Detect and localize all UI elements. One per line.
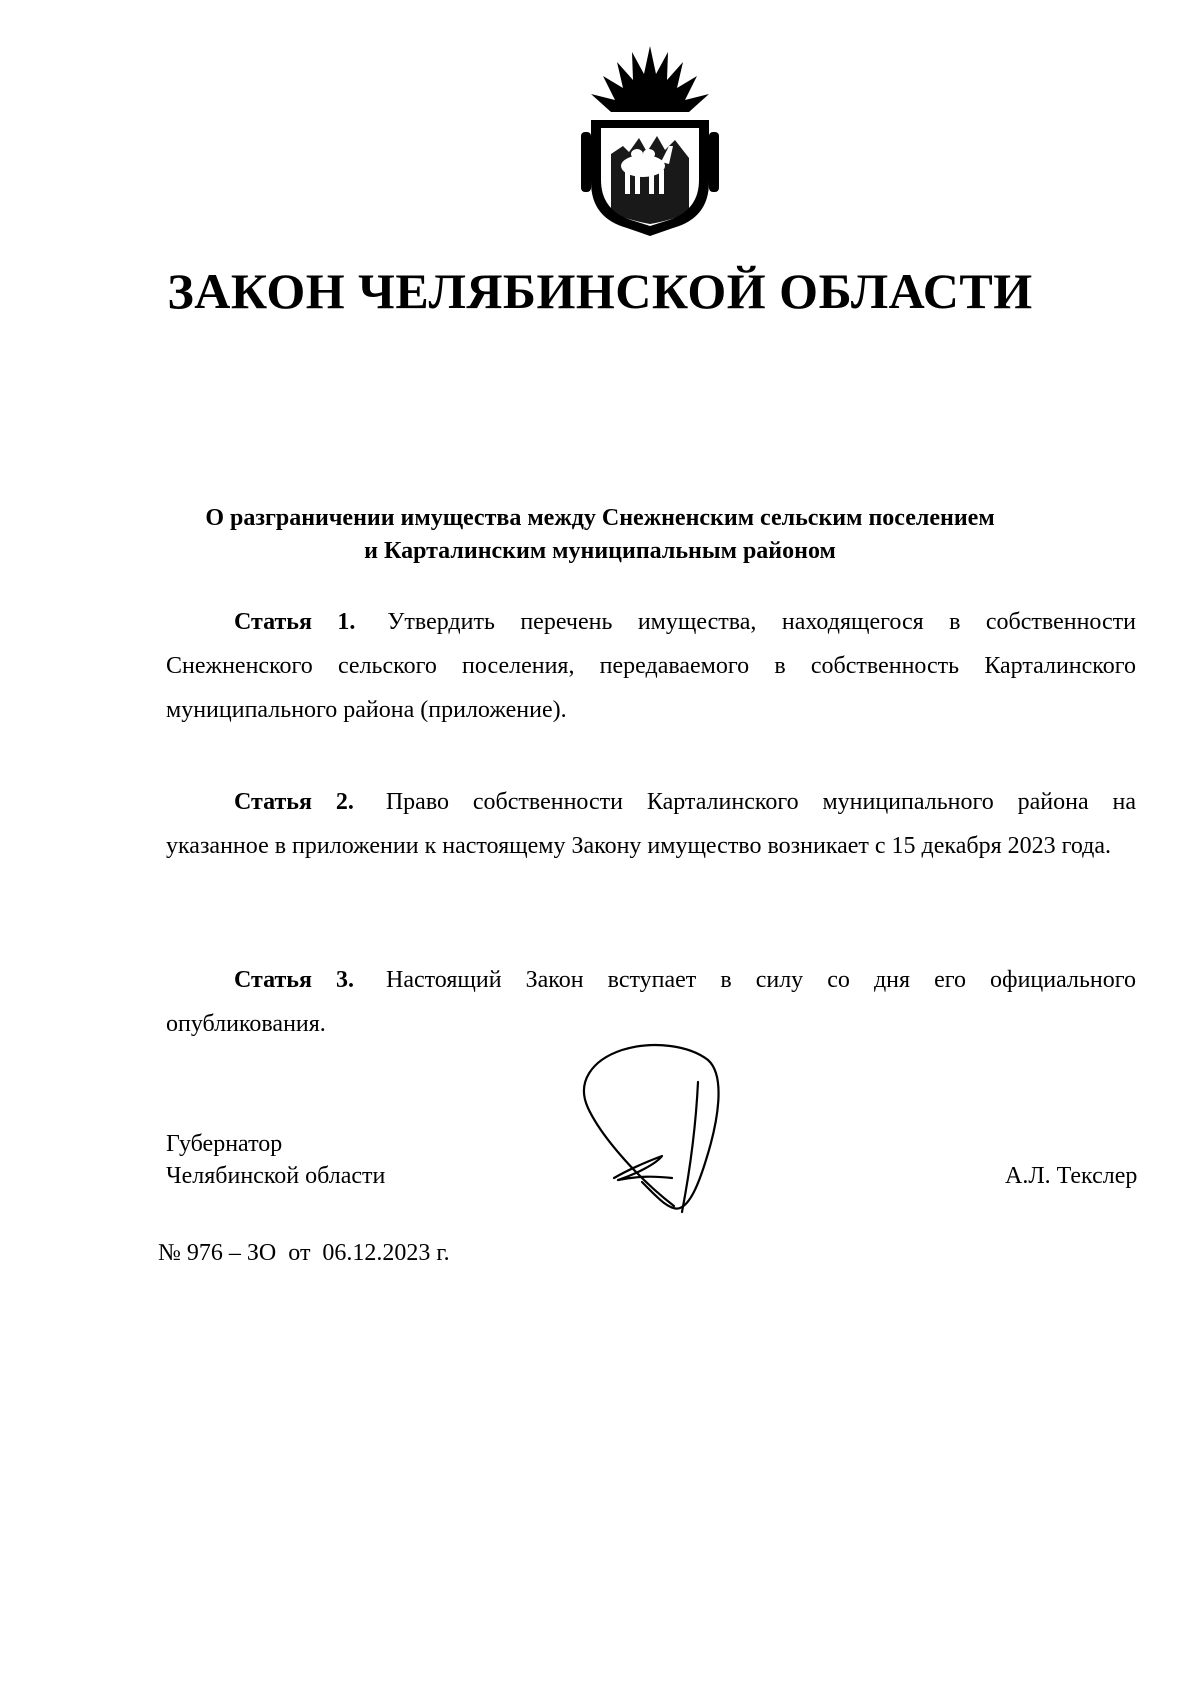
coat-of-arms-emblem	[577, 42, 723, 240]
article-3-text: Настоящий Закон вступает в силу со дня его официального опубликования.	[166, 967, 1136, 1037]
signer-name: А.Л. Текслер	[1005, 1163, 1138, 1189]
article-2-text: Право собственности Карталинского муниципального района на указанное в приложении к настоящему Закону имущество возникает с 15 декабря 2023 года.	[166, 789, 1136, 859]
law-number-date: № 976 – ЗО от 06.12.2023 г.	[158, 1240, 450, 1266]
law-subject-line-2: и Карталинским муниципальным районом	[364, 538, 836, 564]
law-subject-line-1: О разграничении имущества между Снежненским сельским поселением	[205, 505, 995, 531]
article-1-text: Утвердить перечень имущества, находящегося в собственности Снежненского сельского поселения, передаваемого в собственность Карталинского муниципального района (приложение).	[166, 609, 1136, 723]
handwritten-signature	[562, 1042, 762, 1237]
article-2-label: Статья 2.	[234, 789, 354, 815]
governor-position	[166, 1128, 385, 1192]
article-2	[166, 780, 1136, 868]
law-title: ЗАКОН ЧЕЛЯБИНСКОЙ ОБЛАСТИ	[167, 263, 1033, 319]
governor-position-line-1: Губернатор	[166, 1131, 283, 1157]
article-1-label: Статья 1.	[234, 609, 356, 635]
governor-position-line-2: Челябинской области	[166, 1163, 386, 1189]
law-subject	[100, 502, 1100, 568]
article-3	[166, 958, 1136, 1046]
article-3-label: Статья 3.	[234, 967, 354, 993]
article-1	[166, 600, 1136, 732]
